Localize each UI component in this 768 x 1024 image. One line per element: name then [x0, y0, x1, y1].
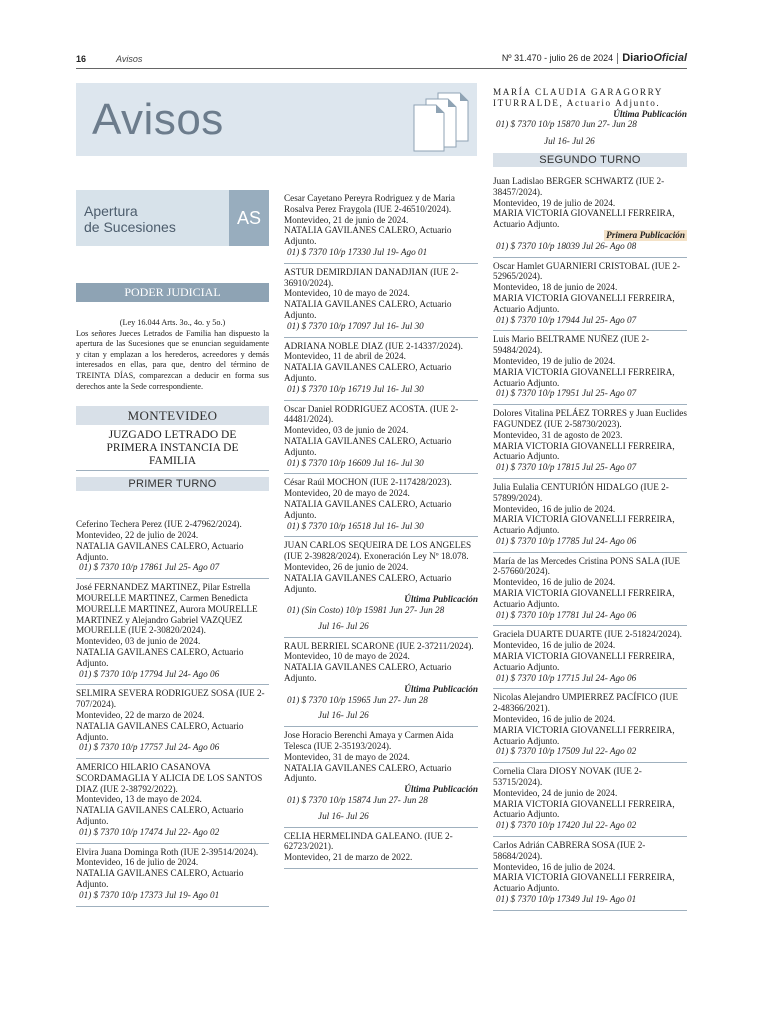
notice-name: Ceferino Techera Perez (IUE 2-47962/2024).: [76, 519, 242, 530]
notice-place-date: Montevideo, 16 de julio de 2024.: [493, 714, 616, 725]
notice-name: Jose Horacio Berenchi Amaya y Carmen Aida Telesca (IUE 2-35193/2024).: [284, 730, 454, 752]
notice-tag: 01) $ 7370 10/p 17944 Jul 25- Ago 07: [496, 314, 637, 325]
list-item: [76, 685, 269, 759]
list-item: [284, 638, 478, 728]
notice-name: Carlos Adrián CABRERA SOSA (IUE 2-58684/2024).: [493, 840, 646, 861]
notice-place-date: Montevideo, 22 de julio de 2024.: [76, 529, 199, 540]
notice-signer: NATALIA GAVILANES CALERO, Actuario Adjunto.: [284, 435, 452, 457]
notice-tag: 01) $ 7370 10/p 17509 Jul 22- Ago 02: [496, 746, 637, 757]
notice-name: Oscar Hamlet GUARNIERI CRISTOBAL (IUE 2-52965/2024).: [493, 260, 681, 282]
notice-tag: 01) $ 7370 10/p 17785 Jul 24- Ago 06: [496, 535, 637, 546]
notice-tag: 01) $ 7370 10/p 16719 Jul 16- Jul 30: [287, 383, 424, 394]
notice-name: María de las Mercedes Cristina PONS SALA (IUE 2-57660/2024).: [493, 555, 681, 577]
poder-judicial-heading: PODER JUDICIAL: [76, 283, 269, 302]
notice-signer: NATALIA GAVILANES CALERO, Actuario Adjunto.: [284, 225, 452, 247]
list-item: [284, 264, 478, 338]
legal-text: Los señores Jueces Letrados de Familia han dispuesto la apertura de las Sucesiones que se enuncian seguidamente y citan y emplazan a los herederos, acreedores y demás interesados en ellas, para que, dentro del término de TREINTA DÍAS, comparezcan a deducir en forma sus derechos ante la Sede correspondiente.: [76, 328, 269, 391]
publication-status: Última Publicación: [613, 108, 687, 119]
notice-place-date: Montevideo, 24 de junio de 2024.: [493, 787, 618, 798]
list-item: [493, 331, 687, 405]
notice-name: Oscar Daniel RODRIGUEZ ACOSTA. (IUE 2-44481/2024).: [284, 403, 459, 425]
notice-dates: Jul 16- Jul 26: [318, 620, 369, 631]
issue-number: Nº 31.470 - julio 26 de 2024: [501, 53, 614, 63]
entries-list: [76, 516, 269, 907]
banner-title: Avisos: [92, 95, 224, 144]
notice-signer: MARIA VICTORIA GIOVANELLI FERREIRA, Actuario Adjunto.: [493, 366, 675, 388]
notice-tag: 01) $ 7370 10/p 17330 Jul 19- Ago 01: [287, 246, 428, 257]
notice-signer: NATALIA GAVILANES CALERO, Actuario Adjunto.: [284, 498, 452, 520]
list-item: [284, 401, 478, 475]
turno-heading: PRIMER TURNO: [76, 477, 269, 491]
column-3: [493, 84, 687, 911]
notice-signer: NATALIA GAVILANES CALERO, Actuario Adjunto.: [76, 868, 244, 890]
notice-name: ADRIANA NOBLE DIAZ (IUE 2-14337/2024).: [284, 340, 463, 351]
list-item: [76, 759, 269, 844]
brand-logo: DiarioOficial: [622, 52, 687, 64]
notice-tag: 01) $ 7370 10/p 17861 Jul 25- Ago 07: [79, 562, 220, 573]
notice-name: ASTUR DEMIRDJIAN DANADJIAN (IUE 2-36910/2024).: [284, 266, 459, 288]
notice-signer: MARIA VICTORIA GIOVANELLI FERREIRA, Actuario Adjunto.: [493, 798, 675, 820]
column-1: [76, 283, 269, 907]
list-item: [284, 537, 478, 637]
notice-signer: NATALIA GAVILANES CALERO, Actuario Adjunto.: [284, 762, 452, 784]
list-item: [493, 763, 687, 837]
list-item: [284, 190, 478, 264]
section-name: Avisos: [116, 54, 143, 64]
notice-signer: MARIA VICTORIA GIOVANELLI FERREIRA, Actuario Adjunto.: [493, 724, 675, 746]
notice-signer: NATALIA GAVILANES CALERO, Actuario Adjunto.: [76, 540, 244, 562]
list-item: [493, 837, 687, 911]
notice-place-date: Montevideo, 13 de mayo de 2024.: [76, 794, 202, 805]
notice-place-date: Montevideo, 22 de marzo de 2024.: [76, 709, 205, 720]
category-code: AS: [229, 190, 269, 246]
notice-tag: 01) $ 7370 10/p 15870 Jun 27- Jun 28: [496, 119, 637, 130]
entries-list: [493, 173, 687, 911]
documents-icon: [412, 91, 472, 153]
list-item: [493, 626, 687, 689]
notice-signer: NATALIA GAVILANES CALERO, Actuario Adjunto.: [76, 646, 244, 668]
notice-tag: 01) $ 7370 10/p 18039 Jul 26- Ago 08: [496, 240, 637, 251]
notice-name: Elvira Juana Dominga Roth (IUE 2-39514/2024).: [76, 846, 259, 857]
category-label: Apertura: [84, 203, 138, 219]
notice-tag: 01) $ 7370 10/p 17420 Jul 22- Ago 02: [496, 820, 637, 831]
notice-tag: 01) $ 7370 10/p 17474 Jul 22- Ago 02: [79, 826, 220, 837]
list-item: [76, 516, 269, 579]
list-item: [284, 474, 478, 537]
notice-place-date: Montevideo, 03 de junio de 2024.: [284, 425, 409, 436]
list-item: [493, 258, 687, 332]
publication-status: Primera Publicación: [606, 229, 685, 240]
notice-name: Cesar Cayetano Pereyra Rodriguez y de Maria Rosalva Perez Fraygola (IUE 2-46510/2024).: [284, 193, 455, 214]
notice-name: Luis Mario BELTRAME NUÑEZ (IUE 2-59484/2024).: [493, 334, 650, 356]
notice-place-date: Montevideo, 10 de mayo de 2024.: [284, 651, 410, 662]
notice-signer: NATALIA GAVILANES CALERO, Actuario Adjunto.: [284, 572, 452, 594]
list-item: [493, 173, 687, 258]
notice-signer: MARIA VICTORIA GIOVANELLI FERREIRA, Actuario Adjunto.: [493, 440, 675, 462]
notice-tag: 01) $ 7370 10/p 16609 Jul 16- Jul 30: [287, 457, 424, 468]
notice-tag: 01) $ 7370 10/p 16518 Jul 16- Jul 30: [287, 520, 424, 531]
notice-signer: NATALIA GAVILANES CALERO, Actuario Adjunto.: [284, 362, 452, 383]
notice-name: Graciela DUARTE DUARTE (IUE 2-51824/2024).: [493, 629, 682, 640]
notice-signer: MARIA VICTORIA GIOVANELLI FERREIRA, Actuario Adjunto.: [493, 588, 675, 609]
legal-citation: (Ley 16.044 Arts. 3o., 4o. y 5o.): [119, 318, 226, 327]
notice-signer: MARIA VICTORIA GIOVANELLI FERREIRA, Actuario Adjunto.: [493, 292, 675, 314]
notice-name: RAUL BERRIEL SCARONE (IUE 2-37211/2024).: [284, 640, 474, 651]
notice-place-date: Montevideo, 26 de junio de 2024.: [284, 561, 409, 572]
issue-info: [502, 52, 687, 64]
page-header: [76, 50, 687, 69]
legal-notice: [76, 318, 269, 392]
notice-tag: 01) $ 7370 10/p 17757 Jul 24- Ago 06: [79, 742, 220, 753]
notice-tag: 01) (Sin Costo) 10/p 15981 Jun 27- Jun 28: [287, 605, 445, 616]
publication-status: Última Publicación: [404, 594, 478, 605]
notice-place-date: Montevideo, 21 de junio de 2024.: [284, 214, 409, 225]
notice-dates: Jul 16- Jul 26: [318, 810, 369, 821]
notice-signer: NATALIA GAVILANES CALERO, Actuario Adjunto.: [76, 720, 244, 742]
notice-place-date: Montevideo, 10 de mayo de 2024.: [284, 288, 410, 299]
notice-place-date: Montevideo, 20 de mayo de 2024.: [284, 488, 410, 499]
notice-name: AMERICO HILARIO CASANOVA SCORDAMAGLIA Y ALICIA DE LOS SANTOS DIAZ (IUE 2-38792/2022).: [76, 762, 263, 794]
notice-place-date: Montevideo, 16 de julio de 2024.: [76, 857, 199, 868]
notice-tag: 01) $ 7370 10/p 15874 Jun 27- Jun 28: [287, 795, 428, 806]
notice-tag: 01) $ 7370 10/p 17951 Jul 25- Ago 07: [496, 388, 637, 399]
notice-signer: NATALIA GAVILANES CALERO, Actuario Adjunto.: [76, 805, 244, 827]
list-item: [284, 828, 478, 869]
column-2: [284, 190, 478, 869]
list-item: [76, 844, 269, 907]
notice-name: Cornelia Clara DIOSY NOVAK (IUE 2-53715/2024).: [493, 766, 642, 788]
notice-tag: 01) $ 7370 10/p 17715 Jul 24- Ago 06: [496, 672, 637, 683]
notice-place-date: Montevideo, 21 de marzo de 2022.: [284, 852, 413, 863]
turno-heading: SEGUNDO TURNO: [493, 153, 687, 167]
notice-place-date: Montevideo, 31 de mayo de 2024.: [284, 751, 410, 762]
notice-dates: Jul 16- Jul 26: [544, 136, 595, 147]
notice-place-date: Montevideo, 16 de julio de 2024.: [493, 577, 616, 588]
notice-tag: 01) $ 7370 10/p 17349 Jul 19- Ago 01: [496, 894, 637, 904]
notice-tag: 01) $ 7370 10/p 15965 Jun 27- Jun 28: [287, 694, 428, 705]
notice-tag: 01) $ 7370 10/p 17794 Jul 24- Ago 06: [79, 668, 220, 679]
notice-name: Julia Eulalia CENTURIÓN HIDALGO (IUE 2-57899/2024).: [493, 481, 669, 503]
notice-signer: NATALIA GAVILANES CALERO, Actuario Adjunto.: [284, 299, 452, 320]
notice-place-date: Montevideo, 11 de abril de 2024.: [284, 351, 406, 362]
list-item: [493, 689, 687, 763]
notice-place-date: Montevideo, 16 de julio de 2024.: [493, 640, 616, 651]
list-item: [284, 727, 478, 827]
notice-name: CELIA HERMELINDA GALEANO. (IUE 2-62723/2021).: [284, 830, 453, 852]
notice-place-date: Montevideo, 03 de junio de 2024.: [76, 636, 201, 647]
notice-name: Juan Ladislao BERGER SCHWARTZ (IUE 2-38457/2024).: [493, 175, 665, 197]
list-item: [493, 553, 687, 627]
notice-place-date: Montevideo, 16 de julio de 2024.: [493, 503, 616, 514]
notice-place-date: Montevideo, 31 de agosto de 2023.: [493, 429, 623, 440]
entries-list: [284, 190, 478, 869]
notice-name: SELMIRA SEVERA RODRIGUEZ SOSA (IUE 2-707/2024).: [76, 688, 265, 710]
notice-dates: Jul 16- Jul 26: [318, 710, 369, 721]
publication-status: Última Publicación: [404, 683, 478, 694]
list-item: [493, 84, 687, 149]
publication-status: Última Publicación: [404, 784, 478, 795]
notice-place-date: Montevideo, 16 de julio de 2024.: [493, 861, 616, 872]
notice-place-date: Montevideo, 18 de junio de 2024.: [493, 282, 618, 293]
notice-place-date: Montevideo, 19 de julio de 2024.: [493, 355, 616, 366]
category-box: Apertura de Sucesiones AS: [76, 190, 269, 246]
page-number: 16: [76, 54, 87, 64]
notice-tag: 01) $ 7370 10/p 17097 Jul 16- Jul 30: [287, 320, 424, 331]
notice-name: JUAN CARLOS SEQUEIRA DE LOS ANGELES (IUE 2-39828/2024). Exoneración Ley Nº 18.078.: [284, 540, 472, 562]
notice-tag: 01) $ 7370 10/p 17815 Jul 25- Ago 07: [496, 462, 637, 473]
notice-signer: MARIA VICTORIA GIOVANELLI FERREIRA, Actuario Adjunto.: [493, 208, 675, 230]
list-item: [493, 479, 687, 553]
notice-signer: MARIA VICTORIA GIOVANELLI FERREIRA, Actuario Adjunto.: [493, 872, 675, 894]
notice-tag: 01) $ 7370 10/p 17373 Jul 19- Ago 01: [79, 889, 220, 900]
list-item: [493, 405, 687, 479]
notice-tag: 01) $ 7370 10/p 17781 Jul 24- Ago 06: [496, 609, 637, 620]
notice-name: César Raúl MOCHON (IUE 2-117428/2023).: [284, 477, 452, 488]
notice-name: Dolores Vitalina PELÁEZ TORRES y Juan Euclides FAGUNDEZ (IUE 2-58730/2023).: [493, 408, 687, 429]
section-banner: [76, 83, 477, 156]
notice-signer: NATALIA GAVILANES CALERO, Actuario Adjunto.: [284, 662, 452, 684]
list-item: [76, 579, 269, 685]
notice-signer: MARIA VICTORIA GIOVANELLI FERREIRA, Actuario Adjunto.: [493, 651, 675, 672]
city-heading: MONTEVIDEO: [76, 406, 269, 425]
notice-name: Nicolas Alejandro UMPIERREZ PACÍFICO (IUE 2-48366/2021).: [493, 692, 678, 714]
list-item: [284, 338, 478, 401]
court-heading: JUZGADO LETRADO DE PRIMERA INSTANCIA DE FAMILIA: [76, 429, 269, 471]
notice-name: MARÍA CLAUDIA GARAGORRY ITURRALDE, Actuario Adjunto.: [493, 87, 663, 108]
notice-name: José FERNANDEZ MARTINEZ, Pilar Estrella MOURELLE MARTINEZ, Carmen Benedicta MOURELLE MARTINEZ, Aurora MOURELLE MARTINEZ y Alejandro Gabriel VAZQUEZ MOURELLE (IUE 2-30820/2024).: [76, 582, 258, 636]
notice-place-date: Montevideo, 19 de julio de 2024.: [493, 197, 616, 208]
notice-signer: MARIA VICTORIA GIOVANELLI FERREIRA, Actuario Adjunto.: [493, 514, 675, 536]
